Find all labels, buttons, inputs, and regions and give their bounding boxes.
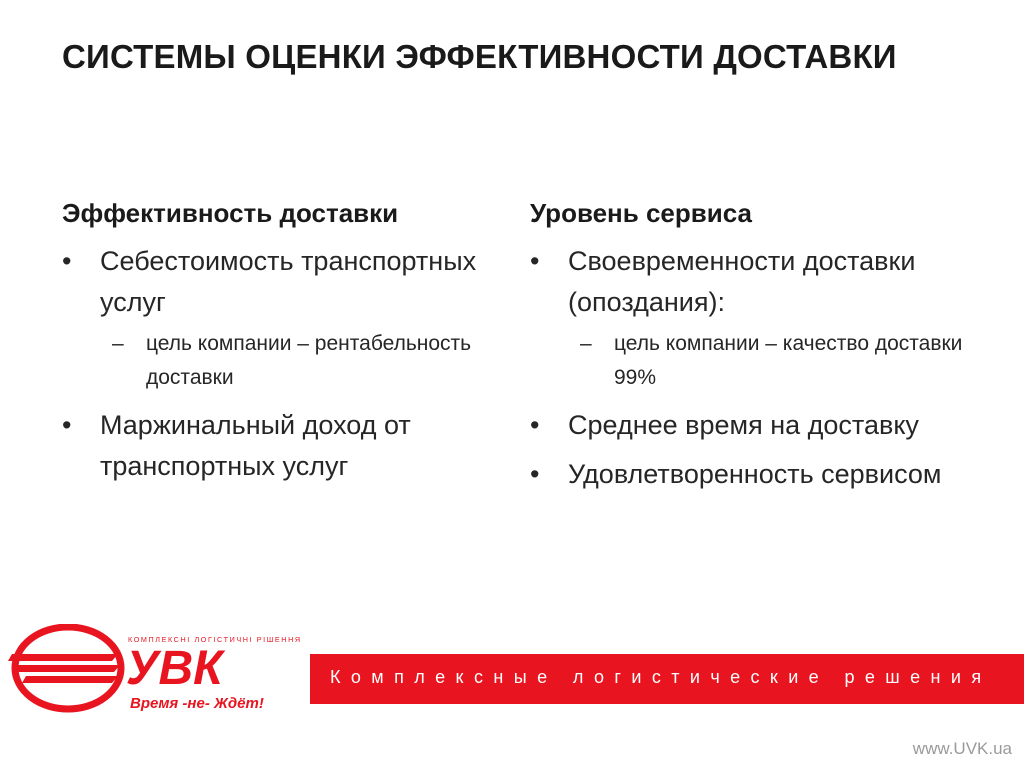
bullet-marker: • [62, 410, 72, 440]
right-column-heading: Уровень сервиса [530, 198, 752, 228]
sub-list-item-text: цель компании – качество доставки 99% [614, 332, 963, 389]
banner-text: Комплексные логистические решения [330, 667, 992, 687]
left-column [62, 198, 482, 487]
logo-slogan: Время -не- Ждёт! [130, 695, 264, 712]
logo-wordmark: УВК [126, 642, 223, 695]
right-column [530, 198, 990, 495]
list-item-text: Удовлетворенность сервисом [568, 459, 942, 489]
list-item-text: Себестоимость транспортных услуг [100, 246, 477, 317]
list-item [530, 405, 990, 446]
dash-marker: – [580, 332, 592, 355]
list-item-text: Своевременности доставки (опоздания): [568, 246, 916, 317]
footer-banner [310, 654, 1024, 704]
logo-tagline: КОМПЛЕКСНІ ЛОГІСТИЧНІ РІШЕННЯ [128, 635, 302, 644]
bullet-marker: • [62, 246, 72, 276]
list-item-text: Маржинальный доход от транспортных услуг [100, 410, 411, 481]
slide-title: СИСТЕМЫ ОЦЕНКИ ЭФФЕКТИВНОСТИ ДОСТАВКИ [62, 38, 897, 75]
list-item-text: Среднее время на доставку [568, 410, 919, 440]
bullet-marker: • [530, 459, 540, 489]
logo-wing-stripes [8, 654, 120, 683]
dash-marker: – [112, 332, 124, 355]
sub-list-item [62, 327, 482, 395]
list-item [530, 241, 990, 323]
sub-list-item-text: цель компании – рентабельность доставки [146, 332, 472, 389]
left-column-heading: Эффективность доставки [62, 198, 399, 228]
list-item [62, 405, 482, 487]
uvk-logo [8, 624, 308, 714]
bullet-marker: • [530, 410, 540, 440]
list-item [62, 241, 482, 323]
list-item [530, 454, 990, 495]
bullet-marker: • [530, 246, 540, 276]
sub-list-item [530, 327, 990, 395]
website-link[interactable]: www.UVK.ua [912, 739, 1012, 758]
